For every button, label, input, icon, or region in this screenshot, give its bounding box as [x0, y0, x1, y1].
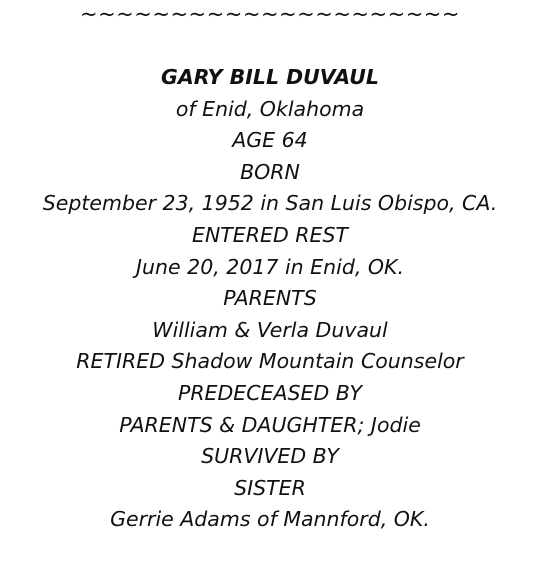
survived-by-label: SURVIVED BY — [201, 444, 339, 469]
residence-line: of Enid, Oklahoma — [175, 96, 365, 121]
age-line: AGE 64 — [232, 128, 308, 153]
parents-names: William & Verla Duvaul — [152, 317, 388, 342]
tilde-divider: ~~~~~~~~~~~~~~~~~~~~~ — [79, 2, 460, 26]
obituary-notice — [0, 62, 540, 536]
born-detail: September 23, 1952 in San Luis Obispo, CA. — [42, 191, 498, 216]
predeceased-detail: PARENTS & DAUGHTER; Jodie — [119, 412, 421, 437]
parents-label: PARENTS — [223, 286, 317, 311]
deceased-name: GARY BILL DUVAUL — [161, 65, 379, 89]
born-label: BORN — [240, 159, 300, 184]
sister-label: SISTER — [234, 475, 306, 500]
predeceased-label: PREDECEASED BY — [177, 380, 363, 405]
occupation-line: RETIRED Shadow Mountain Counselor — [76, 349, 464, 374]
sister-detail: Gerrie Adams of Mannford, OK. — [110, 507, 430, 532]
entered-rest-label: ENTERED REST — [192, 222, 348, 247]
entered-rest-detail: June 20, 2017 in Enid, OK. — [136, 254, 404, 279]
